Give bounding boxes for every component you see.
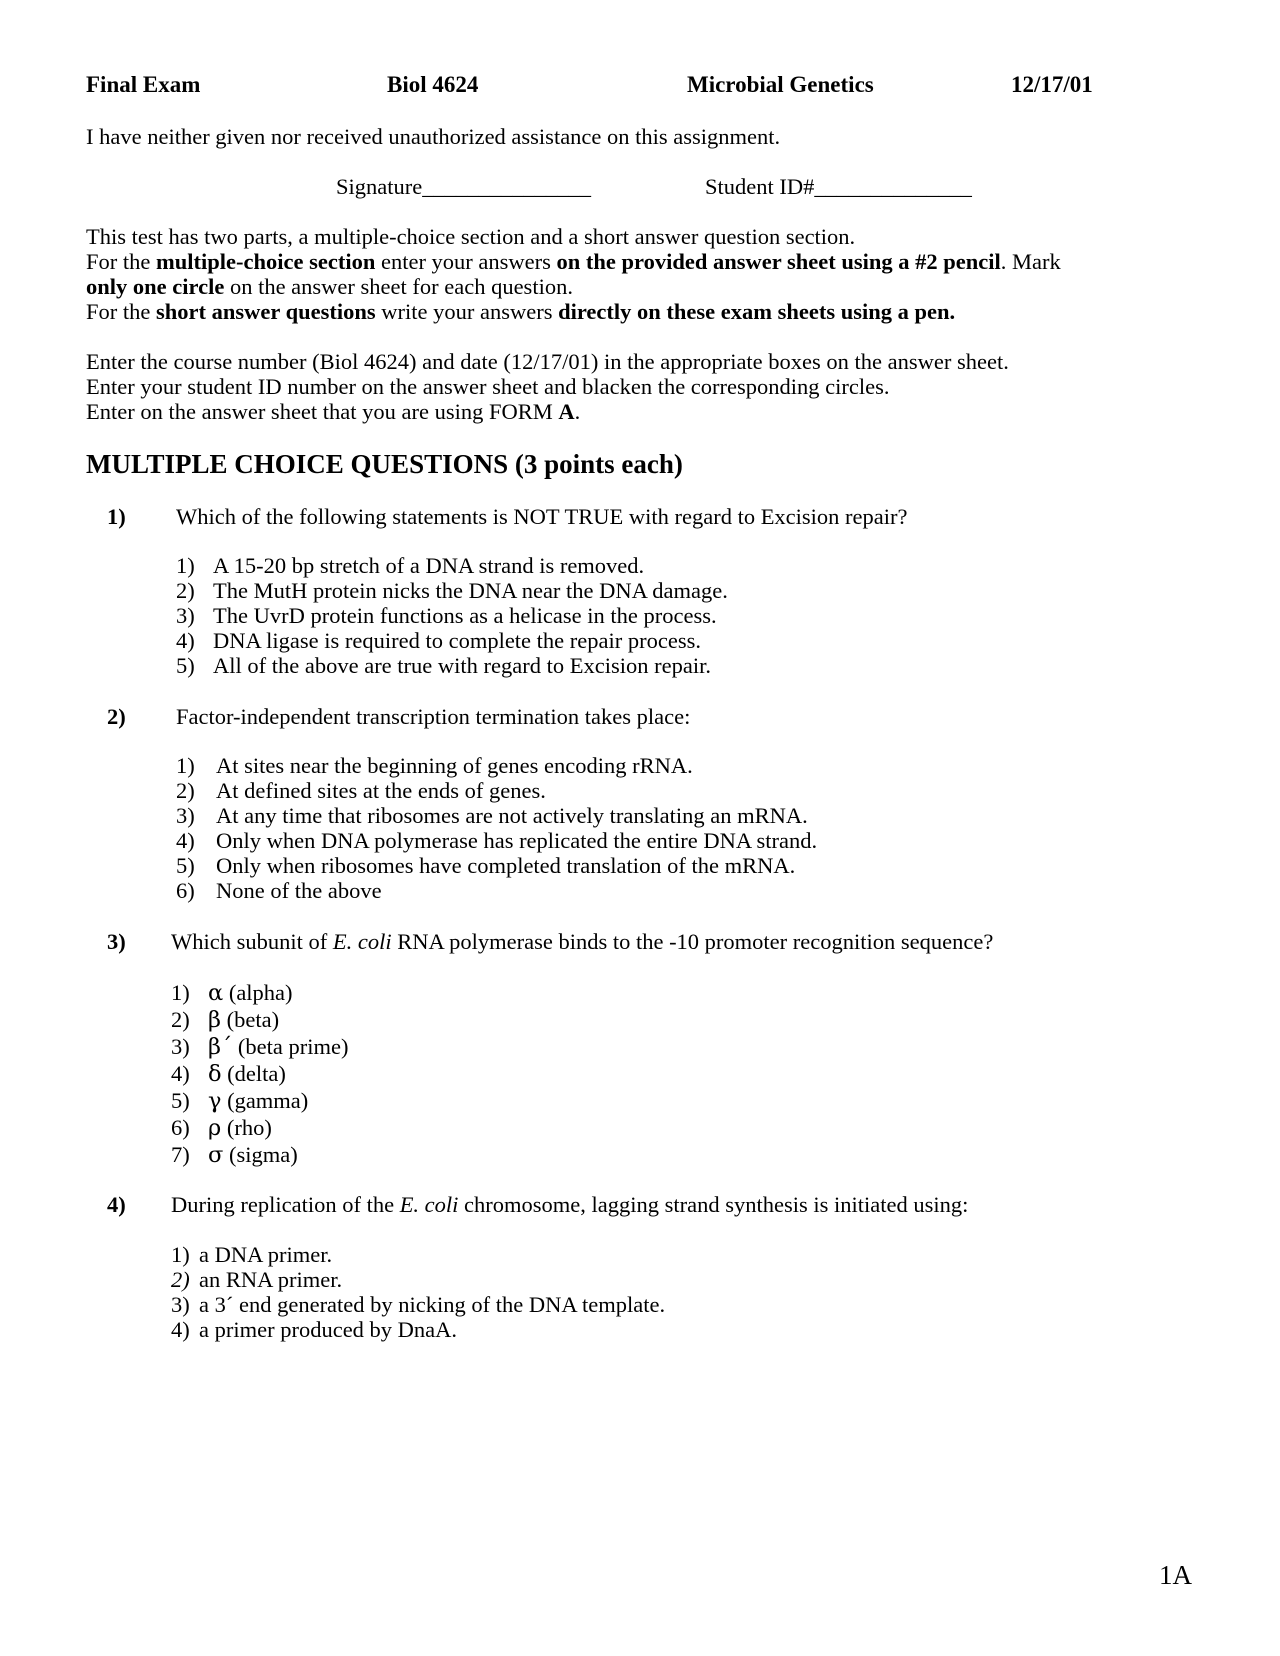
instructions-course-line: Enter the course number (Biol 4624) and date (12/17/01) in the appropriate boxes on the answer sheet. (86, 349, 1009, 374)
student-id-field: Student ID#______________ (705, 174, 972, 199)
beta-symbol: β (208, 1007, 222, 1033)
question-4-option[interactable]: 2) an RNA primer. (171, 1267, 343, 1292)
question-2-options (176, 753, 817, 903)
question-3-option[interactable]: 4) δ (delta) (171, 1061, 286, 1087)
instructions-id-line: Enter your student ID number on the answer sheet and blacken the corresponding circles. (86, 374, 890, 399)
question-2-option[interactable]: 1) At sites near the beginning of genes encoding rRNA. (176, 753, 693, 778)
section-title: MULTIPLE CHOICE QUESTIONS (3 points each) (86, 449, 683, 479)
alpha-symbol: α (208, 980, 224, 1006)
question-4-option[interactable]: 3) a 3´ end generated by nicking of the DNA template. (171, 1292, 666, 1317)
question-4-options (171, 1242, 665, 1342)
rho-symbol: ρ (208, 1115, 222, 1141)
question-3-number: 3) (107, 929, 126, 954)
instructions-mc-line-2: only one circle on the answer sheet for each question. (86, 274, 573, 299)
delta-symbol: δ (208, 1061, 222, 1087)
question-4-option[interactable]: 4) a primer produced by DnaA. (171, 1317, 458, 1342)
question-3-option[interactable]: 3) β´ (beta prime) (171, 1034, 349, 1060)
page-number: 1A (1159, 1560, 1192, 1590)
question-1-text: Which of the following statements is NOT TRUE with regard to Excision repair? (176, 504, 908, 529)
instructions-intro: This test has two parts, a multiple-choice section and a short answer question section. (86, 224, 856, 249)
question-3-option[interactable]: 7) σ (sigma) (171, 1142, 298, 1168)
question-2-option[interactable]: 3) At any time that ribosomes are not actively translating an mRNA. (176, 803, 808, 828)
question-1-option[interactable]: 3) The UvrD protein functions as a helicase in the process. (176, 603, 717, 628)
question-3-option[interactable]: 1) α (alpha) (171, 980, 293, 1006)
question-4-text: During replication of the E. coli chromosome, lagging strand synthesis is initiated using: (171, 1192, 969, 1217)
instructions-form-line: Enter on the answer sheet that you are using FORM A. (86, 399, 581, 424)
gamma-symbol: γ (208, 1088, 222, 1114)
honor-statement: I have neither given nor received unauthorized assistance on this assignment. (86, 124, 781, 149)
question-2-option[interactable]: 4) Only when DNA polymerase has replicated the entire DNA strand. (176, 828, 818, 853)
question-4-option[interactable]: 1) a DNA primer. (171, 1242, 333, 1267)
question-1-option[interactable]: 5) All of the above are true with regard to Excision repair. (176, 653, 711, 678)
sigma-symbol: σ (208, 1142, 224, 1168)
question-3-options (171, 979, 348, 1168)
question-1-option[interactable]: 2) The MutH protein nicks the DNA near the DNA damage. (176, 578, 728, 603)
exam-date: 12/17/01 (1011, 72, 1093, 97)
beta-prime-symbol: β´ (208, 1034, 233, 1060)
question-2-option[interactable]: 2) At defined sites at the ends of genes. (176, 778, 546, 803)
exam-title: Final Exam (86, 72, 201, 97)
course-number: Biol 4624 (387, 72, 479, 97)
instructions-sa-line: For the short answer questions write your answers directly on these exam sheets using a pen. (86, 299, 956, 324)
question-3-option[interactable]: 2) β (beta) (171, 1007, 280, 1033)
question-1-option[interactable]: 4) DNA ligase is required to complete the repair process. (176, 628, 701, 653)
question-3-option[interactable]: 5) γ (gamma) (171, 1088, 309, 1114)
signature-field: Signature_______________ (336, 174, 591, 199)
course-subject: Microbial Genetics (687, 72, 874, 97)
question-1-options (176, 553, 728, 678)
question-2-text: Factor-independent transcription termination takes place: (176, 704, 691, 729)
instructions-mc-line: For the multiple-choice section enter your answers on the provided answer sheet using a #2 pencil. Mark (86, 249, 1061, 274)
question-2-option[interactable]: 5) Only when ribosomes have completed translation of the mRNA. (176, 853, 796, 878)
question-3-option[interactable]: 6) ρ (rho) (171, 1115, 272, 1141)
question-3-text: Which subunit of E. coli RNA polymerase binds to the -10 promoter recognition sequence? (171, 929, 994, 954)
question-1-number: 1) (107, 504, 126, 529)
question-4-number: 4) (107, 1192, 126, 1217)
question-2-number: 2) (107, 704, 126, 729)
question-1-option[interactable]: 1) A 15-20 bp stretch of a DNA strand is removed. (176, 553, 645, 578)
question-2-option[interactable]: 6) None of the above (176, 878, 382, 903)
